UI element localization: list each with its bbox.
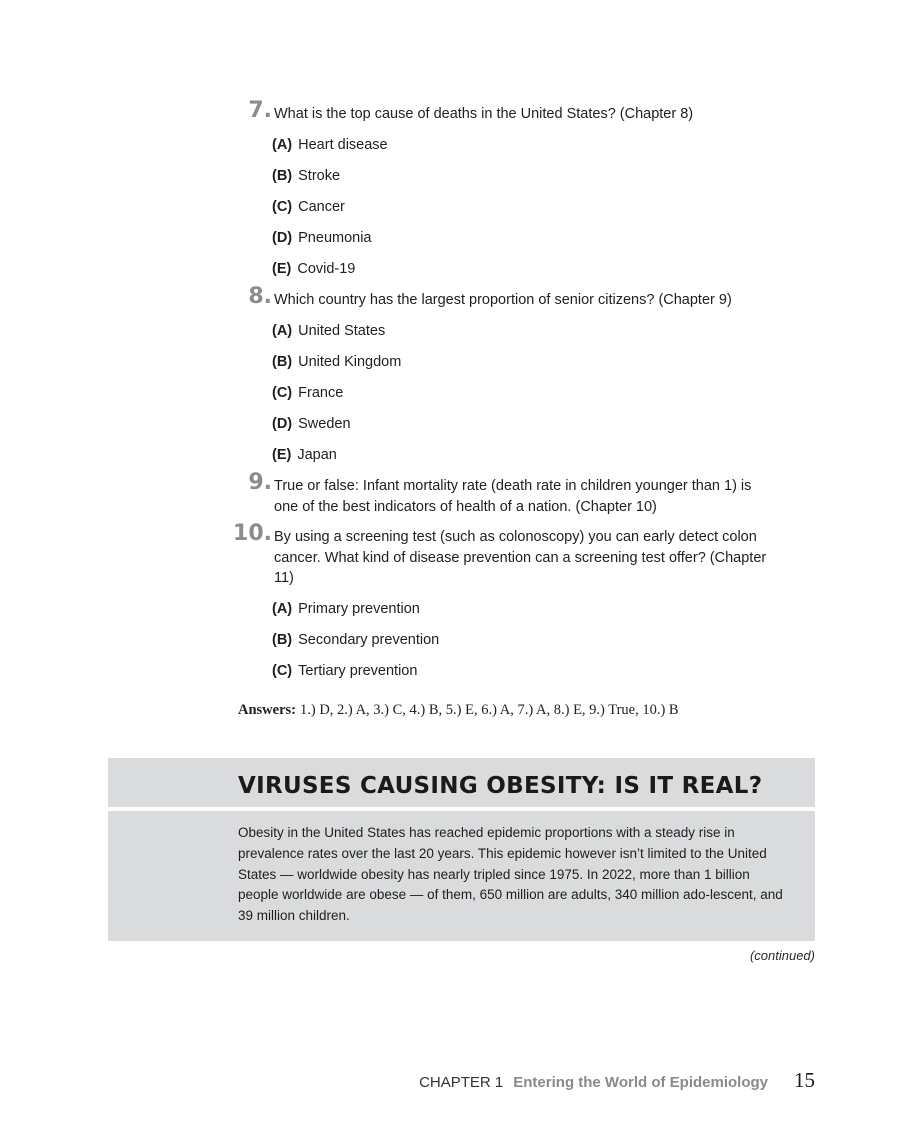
answer-key-label: Answers: bbox=[238, 702, 296, 718]
option-text: Sweden bbox=[298, 416, 351, 432]
option-text: Heart disease bbox=[298, 137, 388, 153]
option bbox=[272, 661, 417, 681]
option-letter: (B) bbox=[272, 632, 293, 648]
option bbox=[272, 383, 343, 403]
chapter-label: CHAPTER 1 bbox=[419, 1074, 504, 1091]
option-letter: (A) bbox=[272, 137, 293, 153]
option bbox=[272, 135, 388, 155]
option-letter: (E) bbox=[272, 447, 292, 463]
sidebar-body bbox=[108, 811, 815, 941]
page-number: 15 bbox=[794, 1068, 815, 1092]
option-text: Japan bbox=[297, 447, 337, 463]
question-text: By using a screening test (such as colonoscopy) you can early detect colon cancer. What kind of disease prevention can a screening test offer? (Chapter 11) bbox=[274, 529, 767, 586]
option-letter: (D) bbox=[272, 230, 293, 246]
question-number: 9. bbox=[248, 470, 272, 495]
option-letter: (C) bbox=[272, 663, 293, 679]
question-text: Which country has the largest proportion of senior citizens? (Chapter 9) bbox=[274, 292, 732, 308]
option-text: Pneumonia bbox=[298, 230, 372, 246]
option-text: Covid-19 bbox=[297, 261, 356, 277]
answer-key-text: 1.) D, 2.) A, 3.) C, 4.) B, 5.) E, 6.) A, 7.) A, 8.) E, 9.) True, 10.) B bbox=[300, 702, 679, 718]
chapter-title: Entering the World of Epidemiology bbox=[513, 1074, 768, 1091]
option-text: France bbox=[298, 385, 344, 401]
option bbox=[272, 166, 340, 186]
option-letter: (A) bbox=[272, 601, 293, 617]
option-letter: (A) bbox=[272, 323, 293, 339]
option bbox=[272, 630, 439, 650]
question-text: What is the top cause of deaths in the United States? (Chapter 8) bbox=[274, 106, 694, 122]
option-text: Secondary prevention bbox=[298, 632, 440, 648]
option-text: Tertiary prevention bbox=[298, 663, 418, 679]
option-letter: (B) bbox=[272, 168, 293, 184]
option-text: United Kingdom bbox=[298, 354, 402, 370]
answer-key bbox=[238, 702, 679, 719]
option-text: United States bbox=[298, 323, 386, 339]
option-letter: (D) bbox=[272, 416, 293, 432]
option bbox=[272, 445, 337, 465]
sidebar-paragraph: Obesity in the United States has reached epidemic proportions with a steady rise in prevalence rates over the last 20 years. This epidemic however isn’t limited to the United States — worldwide obesity has nearly tripled since 1975. In 2022, more than 1 billion people worldwide are obese — of them, 650 million are adults, 340 million ado-lescent, and 39 million children. bbox=[238, 825, 783, 924]
option-letter: (B) bbox=[272, 354, 293, 370]
question-number: 7. bbox=[248, 98, 272, 123]
option-text: Primary prevention bbox=[298, 601, 420, 617]
option-text: Cancer bbox=[298, 199, 345, 215]
option bbox=[272, 259, 355, 279]
sidebar-title: VIRUSES CAUSING OBESITY: IS IT REAL? bbox=[238, 773, 763, 799]
page-footer bbox=[419, 1068, 815, 1093]
option-letter: (C) bbox=[272, 199, 293, 215]
option-letter: (C) bbox=[272, 385, 293, 401]
option bbox=[272, 352, 401, 372]
question-number: 10. bbox=[233, 521, 272, 546]
option bbox=[272, 414, 351, 434]
question-number: 8. bbox=[248, 284, 272, 309]
option bbox=[272, 197, 345, 217]
option bbox=[272, 228, 372, 248]
option bbox=[272, 599, 420, 619]
option-text: Stroke bbox=[298, 168, 341, 184]
sidebar-header bbox=[108, 758, 815, 807]
option-letter: (E) bbox=[272, 261, 292, 277]
continued-note: (continued) bbox=[749, 948, 815, 963]
option bbox=[272, 321, 385, 341]
question-text: True or false: Infant mortality rate (death rate in children younger than 1) is one of the best indicators of health of a nation. (Chapter 10) bbox=[274, 478, 752, 515]
